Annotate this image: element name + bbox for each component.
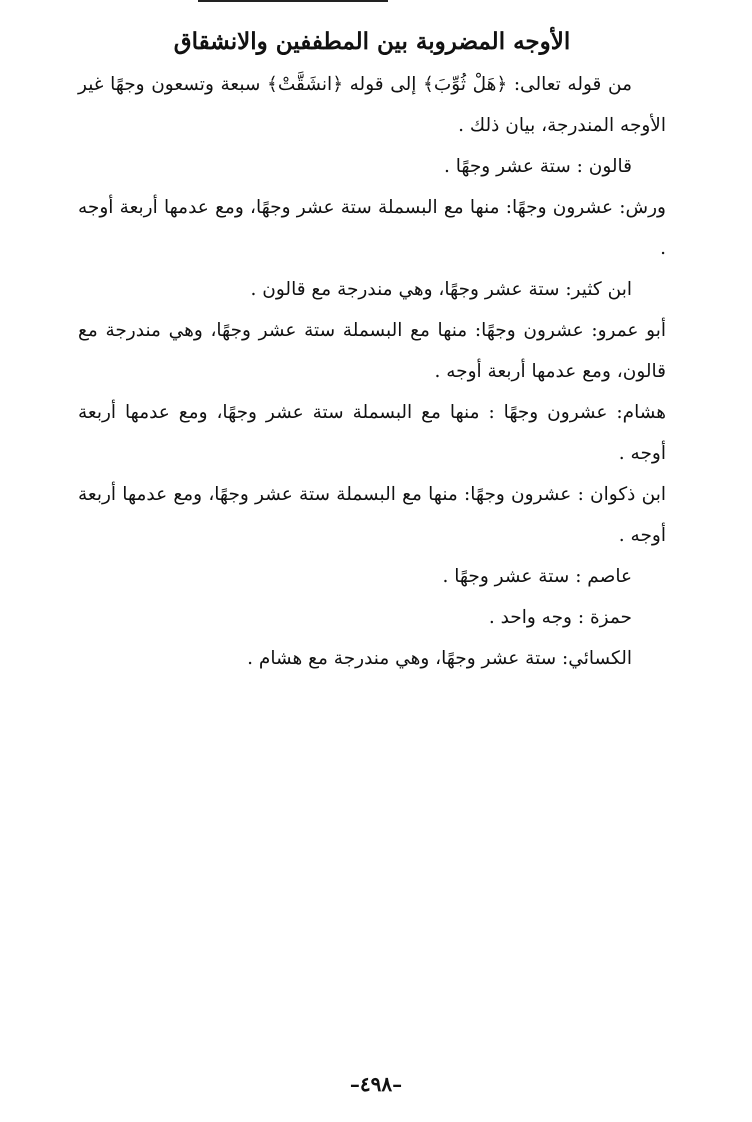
top-rule [198,0,388,2]
reader-line-ibn-dhakwan: ابن ذكوان : عشرون وجهًا: منها مع البسملة ستة عشر وجهًا، ومع عدمها أربعة أوجه . [78,484,666,546]
page-number: –٤٩٨– [349,1072,403,1096]
reader-line-hamza: حمزة : وجه واحد . [488,607,632,628]
reader-line-hisham: هشام: عشرون وجهًا : منها مع البسملة ستة عشر وجهًا، ومع عدمها أربعة أوجه . [78,402,666,464]
reader-line-ibn-kathir: ابن كثير: ستة عشر وجهًا، وهي مندرجة مع قالون . [250,279,632,300]
page-title: الأوجه المضروبة بين المطففين والانشقاق [173,28,571,55]
reader-line-kisai: الكسائي: ستة عشر وجهًا، وهي مندرجة مع هشام . [247,648,632,669]
page-body [78,22,666,679]
reader-line-warsh: ورش: عشرون وجهًا: منها مع البسملة ستة عشر وجهًا، ومع عدمها أربعة أوجه . [78,197,666,259]
reader-line-asim: عاصم : ستة عشر وجهًا . [442,566,632,587]
intro-paragraph: من قوله تعالى: ﴿هَلْ ثُوِّبَ﴾ إلى قوله ﴿انشَقَّتْ﴾ سبعة وتسعون وجهًا غير الأوجه المندرجة، بيان ذلك . [78,74,666,136]
reader-line-abu-amr: أبو عمرو: عشرون وجهًا: منها مع البسملة ستة عشر وجهًا، وهي مندرجة مع قالون، ومع عدمها أربعة أوجه . [78,320,666,382]
reader-line-qalun: قالون : ستة عشر وجهًا . [443,156,632,177]
